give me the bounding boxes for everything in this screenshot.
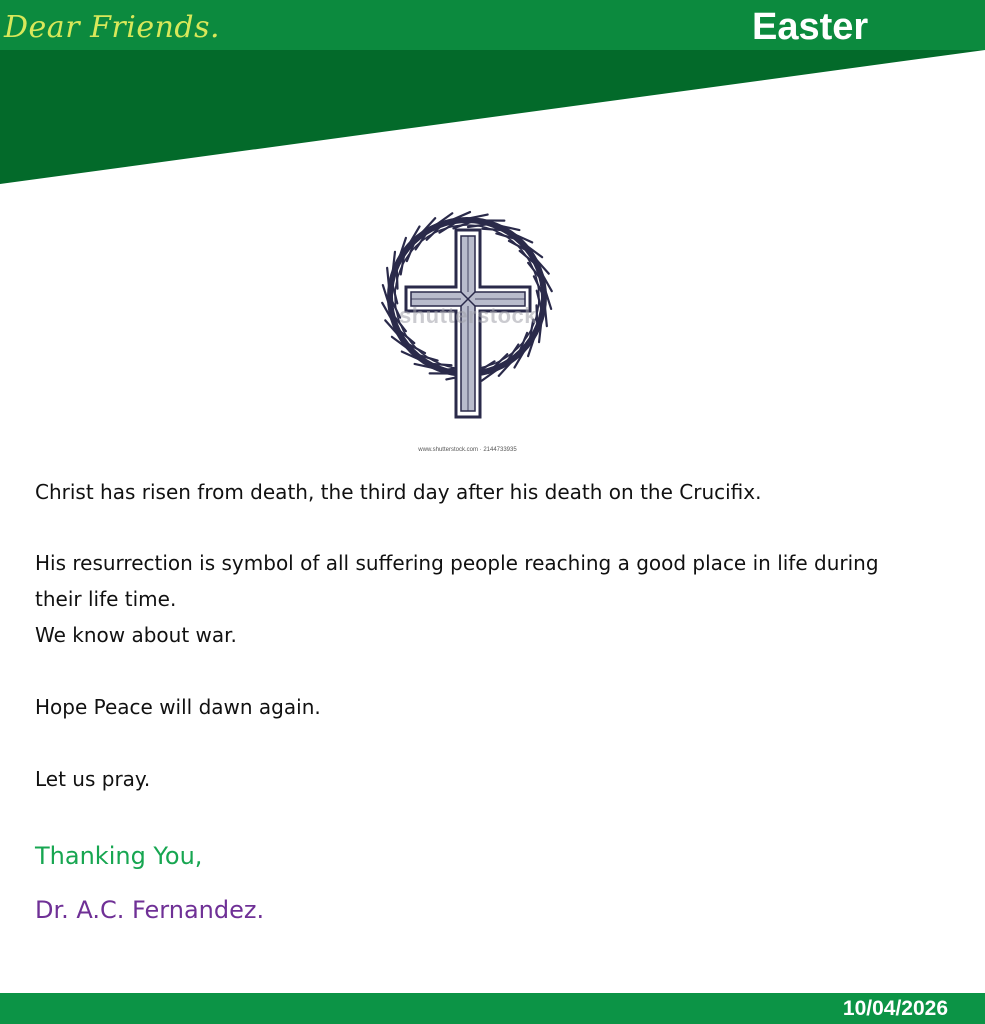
message-line: Christ has risen from death, the third day after his death on the Crucifix. — [35, 480, 762, 504]
signature-text: Dr. A.C. Fernandez. — [35, 896, 265, 924]
watermark-text: shutterstock — [398, 303, 538, 328]
message-line: Let us pray. — [35, 767, 151, 791]
thanks-text: Thanking You, — [35, 842, 203, 870]
message-line: We know about war. — [35, 623, 237, 647]
message-line: Hope Peace will dawn again. — [35, 695, 321, 719]
thorn — [483, 229, 506, 231]
greeting-text: Dear Friends. — [4, 10, 221, 45]
thorn — [397, 266, 398, 289]
image-credit: www.shutterstock.com · 2144733935 — [418, 447, 517, 453]
thorn — [429, 364, 452, 366]
message-line: His resurrection is symbol of all suffering people reaching a good place in life during — [35, 551, 879, 575]
date-text: 10/04/2026 — [842, 997, 948, 1020]
footer-bar — [0, 993, 985, 1024]
message-line: their life time. — [35, 587, 177, 611]
page-title: Easter — [752, 6, 869, 48]
